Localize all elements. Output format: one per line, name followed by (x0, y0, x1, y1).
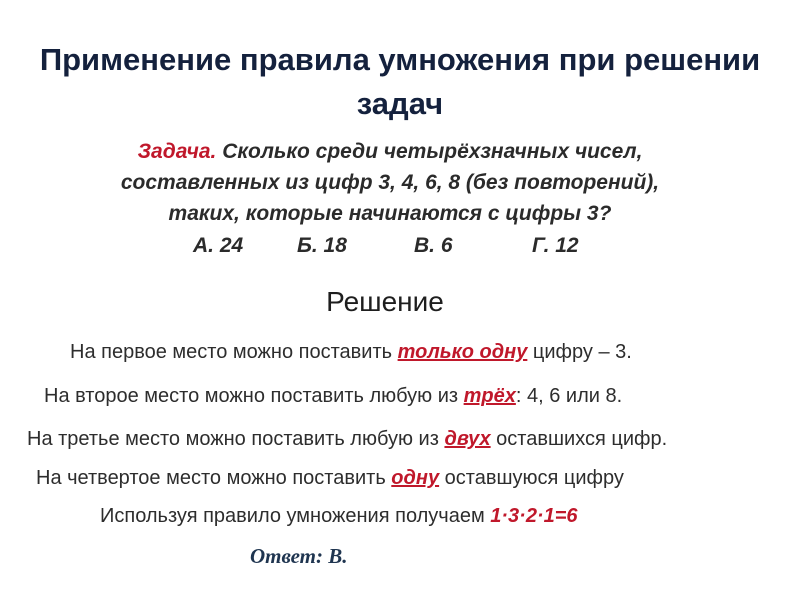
slide-title-line-1: Применение правила умножения при решении (39, 42, 761, 77)
task-line-3: таких, которые начинаются с цифры 3? (168, 202, 612, 225)
solution-line-1-text: На первое место можно поставить (70, 341, 398, 363)
answer-options (0, 234, 800, 264)
solution-line-2-rest: : 4, 6 или 8. (515, 385, 623, 407)
solution-line-4-text: На четвертое место можно поставить (36, 467, 392, 489)
solution-line-5-text: Используя правило умножения получаем (100, 505, 491, 527)
solution-line-1-rest: цифру – 3. (527, 341, 632, 363)
solution-line-3-text: На третье место можно поставить любую из (27, 428, 445, 450)
task-statement (60, 136, 720, 229)
task-label: Задача. (137, 140, 217, 163)
solution-line-5-formula: 1·3·2·1=6 (490, 505, 578, 527)
solution-line-1 (70, 341, 632, 364)
solution-line-5 (100, 505, 578, 528)
slide-title (0, 38, 800, 126)
slide-title-line-2: задач (356, 86, 444, 121)
solution-line-4 (36, 467, 624, 490)
answer-option-c: В. 6 (414, 234, 453, 257)
solution-line-2-highlight: трёх (463, 385, 516, 407)
solution-line-3-highlight: двух (444, 428, 491, 450)
answer-option-b: Б. 18 (297, 234, 347, 257)
solution-line-2-text: На второе место можно поставить любую из (44, 385, 464, 407)
solution-line-2 (44, 385, 622, 408)
solution-line-3-rest: оставшихся цифр. (490, 428, 668, 450)
answer-option-d: Г. 12 (532, 234, 579, 257)
task-text-1: Сколько среди четырёхзначных чисел, (216, 140, 643, 163)
solution-line-3 (27, 428, 667, 451)
solution-line-1-highlight: только одну (397, 341, 528, 363)
task-line-1 (60, 136, 720, 167)
solution-line-4-rest: оставшуюся цифру (439, 467, 624, 489)
task-line-2: составленных из цифр 3, 4, 6, 8 (без повторений), (120, 171, 660, 194)
solution-line-4-highlight: одну (391, 467, 440, 489)
answer-option-a: А. 24 (193, 234, 244, 257)
solution-heading: Решение (326, 286, 444, 317)
final-answer: Ответ: В. (250, 544, 348, 568)
